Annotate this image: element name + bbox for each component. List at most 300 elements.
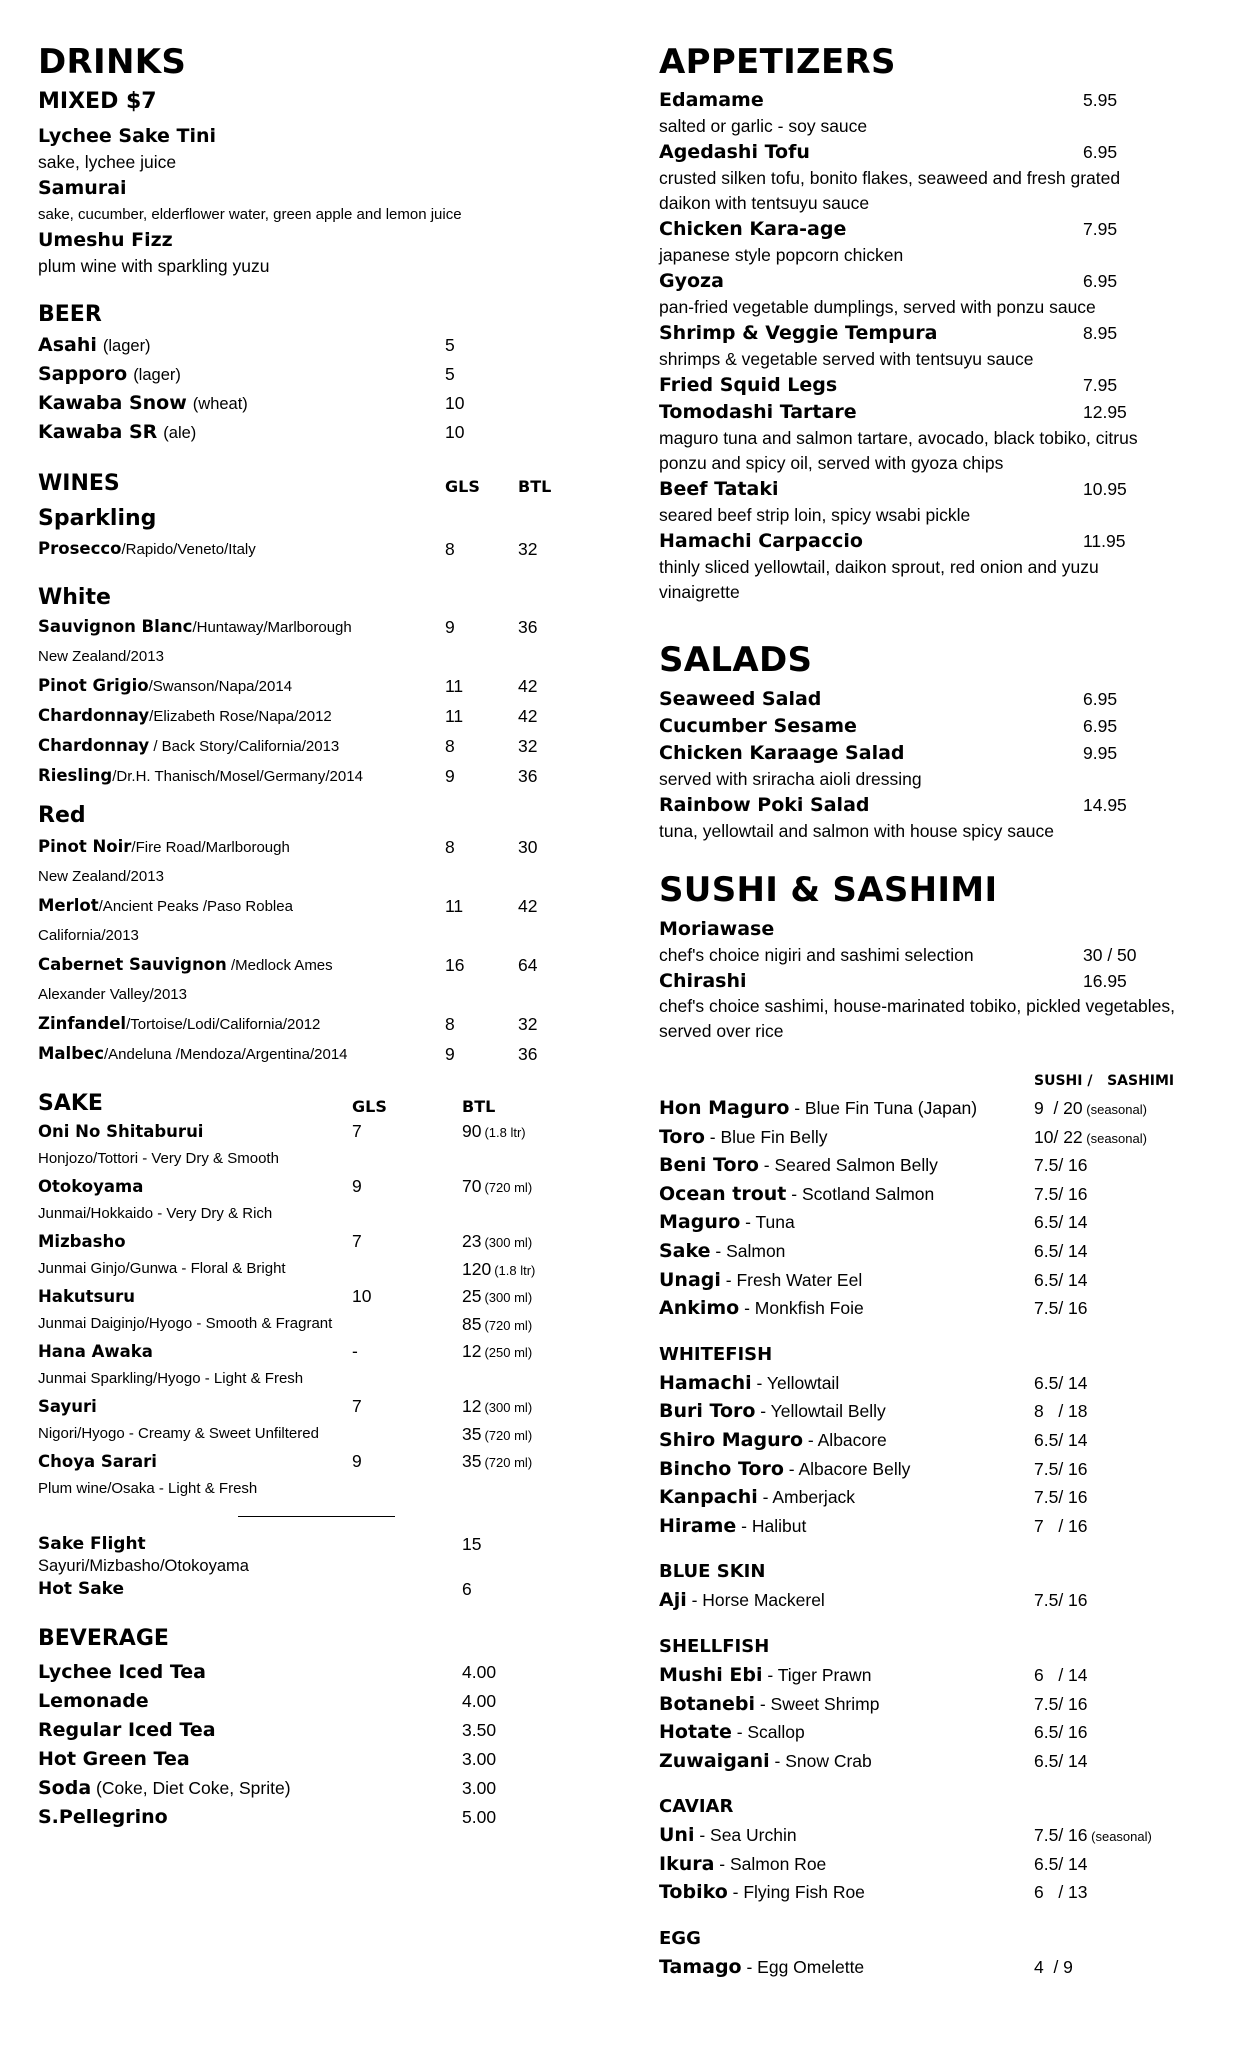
beverage-item xyxy=(38,1803,578,1832)
sushi-price: 7.5/ 16 xyxy=(1034,1183,1088,1204)
sake-btl: 70 xyxy=(462,1176,482,1196)
beverage-heading: BEVERAGE xyxy=(38,1626,169,1651)
wine-row xyxy=(38,701,578,731)
sushi-group xyxy=(659,1925,1219,1982)
sake-btl-size: (1.8 ltr) xyxy=(484,1125,526,1140)
sake-desc: Junmai/Hokkaido - Very Dry & Rich xyxy=(38,1205,273,1222)
wine-btl: 42 xyxy=(518,896,538,916)
wine-detail: /Andeluna /Mendoza/Argentina/2014 xyxy=(104,1046,348,1063)
wine-gls: 8 xyxy=(445,539,455,559)
beer-name: Asahi xyxy=(38,334,97,356)
drink-desc: sake, lychee juice xyxy=(38,152,177,172)
sushi-name: Tobiko xyxy=(659,1881,728,1904)
beverage-price: 5.00 xyxy=(462,1807,497,1827)
sushi-item xyxy=(659,1512,1219,1541)
sushi-price: 7.5/ 16 xyxy=(1034,1825,1088,1846)
sake-btl-size: (300 ml) xyxy=(484,1235,533,1250)
red-heading: Red xyxy=(38,803,86,828)
sushi-group xyxy=(659,1558,1219,1615)
sushi-item xyxy=(659,1690,1219,1719)
sake-flight-name: Sake Flight xyxy=(38,1534,146,1554)
salad-row xyxy=(659,740,1219,767)
sushi-item xyxy=(659,1094,1219,1123)
beverage-item xyxy=(38,1658,578,1687)
sake-gls: 9 xyxy=(352,1176,362,1196)
sushi-price: 7.5/ 16 xyxy=(1034,1487,1088,1508)
sake-desc-row xyxy=(38,1365,578,1393)
sushi-name: Ocean trout xyxy=(659,1182,787,1205)
sushi-group-heading: EGG xyxy=(659,1928,701,1950)
wine-gls: 9 xyxy=(445,766,455,786)
sushi-group-heading: WHITEFISH xyxy=(659,1343,773,1365)
mixed-drinks-list xyxy=(38,123,578,279)
wine-gls: 8 xyxy=(445,837,455,857)
beer-name: Sapporo xyxy=(38,363,128,385)
sushi-price-group xyxy=(1034,1426,1088,1457)
sake-btl2: 35 xyxy=(462,1424,482,1444)
wine-detail: / Back Story/California/2013 xyxy=(149,738,340,755)
sake-desc: Junmai Sparkling/Hyogo - Light & Fresh xyxy=(38,1370,304,1387)
sake-btl: 90 xyxy=(462,1121,482,1141)
wine-detail-2: California/2013 xyxy=(38,927,139,944)
wine-detail-2: New Zealand/2013 xyxy=(38,648,164,665)
sushi-sub: - Snow Crab xyxy=(769,1750,872,1771)
sushi-sub: - Fresh Water Eel xyxy=(720,1269,863,1290)
sake-name: Mizbasho xyxy=(38,1232,126,1251)
sake-btl-group xyxy=(462,1173,532,1201)
moriawase-price: 30 / 50 xyxy=(1083,945,1137,965)
wine-name: Merlot xyxy=(38,896,99,915)
sushi-sub: - Tuna xyxy=(740,1212,795,1233)
beer-item xyxy=(38,360,578,389)
wine-row xyxy=(38,891,578,921)
wine-row xyxy=(38,671,578,701)
sushi-item xyxy=(659,1208,1219,1237)
sake-item xyxy=(38,1393,578,1448)
sushi-sub: - Scallop xyxy=(731,1722,805,1743)
salad xyxy=(659,713,1219,740)
appetizer-name: Gyoza xyxy=(659,270,724,292)
sake-flight xyxy=(38,1532,578,1602)
wine-btl: 36 xyxy=(518,617,538,637)
sushi-sub: - Sweet Shrimp xyxy=(754,1693,880,1714)
white-heading: White xyxy=(38,585,111,610)
appetizer-name: Hamachi Carpaccio xyxy=(659,530,863,552)
sake-btl: 23 xyxy=(462,1231,482,1251)
wine-item xyxy=(38,761,578,791)
sake-flight-desc: Sayuri/Mizbasho/Otokoyama xyxy=(38,1557,249,1575)
sake-btl: 12 xyxy=(462,1396,482,1416)
sake-btl-group xyxy=(462,1393,532,1421)
beer-price: 10 xyxy=(445,393,465,413)
sushi-group-heading: SHELLFISH xyxy=(659,1635,770,1657)
sake-item xyxy=(38,1338,578,1393)
salad-name: Chicken Karaage Salad xyxy=(659,742,905,764)
sushi-groups xyxy=(659,1094,1219,1982)
sushi-name: Hon Maguro xyxy=(659,1097,790,1119)
wine-name: Zinfandel xyxy=(38,1014,127,1033)
sushi-price: 6.5/ 14 xyxy=(1034,1750,1088,1771)
appetizer-desc: daikon with tentsuyu sauce xyxy=(659,193,870,213)
sushi-price: 7.5/ 16 xyxy=(1034,1155,1088,1176)
sake-row xyxy=(38,1118,578,1145)
salads-title: SALADS xyxy=(659,640,813,680)
sushi-name: Zuwaigani xyxy=(659,1749,770,1772)
sushi-name: Shiro Maguro xyxy=(659,1428,804,1451)
sushi-name: Ikura xyxy=(659,1852,715,1875)
sushi-price: 6.5/ 14 xyxy=(1034,1372,1088,1393)
white-wine-list xyxy=(38,612,578,791)
sushi-name: Bincho Toro xyxy=(659,1457,784,1480)
sushi-price-group xyxy=(1034,1953,1073,1984)
beer-item xyxy=(38,389,578,418)
sushi-group xyxy=(659,1633,1219,1775)
sake-name: Hana Awaka xyxy=(38,1342,153,1361)
appetizer-desc: seared beef strip loin, spicy wsabi pickle xyxy=(659,505,971,525)
beverage-item xyxy=(38,1774,578,1803)
wine-btl: 32 xyxy=(518,539,538,559)
wine-item xyxy=(38,891,578,950)
divider xyxy=(238,1516,395,1517)
sushi-price: 8 / 18 xyxy=(1034,1401,1088,1422)
sushi-name: Sake xyxy=(659,1239,711,1262)
appetizer-price: 8.95 xyxy=(1083,323,1118,343)
appetizer-name: Agedashi Tofu xyxy=(659,141,810,163)
sake-btl2-group xyxy=(462,1255,535,1285)
sushi-price-group xyxy=(1034,1208,1088,1239)
sushi-price-group xyxy=(1034,1586,1088,1617)
salad xyxy=(659,740,1219,792)
appetizer-price: 5.95 xyxy=(1083,90,1118,110)
wine-row xyxy=(38,534,578,564)
sushi-item xyxy=(659,1426,1219,1455)
mixed-drink-item xyxy=(38,227,578,279)
appetizer-price: 6.95 xyxy=(1083,271,1118,291)
sushi-name: Botanebi xyxy=(659,1692,755,1715)
wine-row xyxy=(38,832,578,862)
wine-item xyxy=(38,950,578,1009)
sake-desc: Junmai Daiginjo/Hyogo - Smooth & Fragrant xyxy=(38,1315,333,1332)
sake-item xyxy=(38,1283,578,1338)
chirashi-name: Chirashi xyxy=(659,970,747,992)
sushi-price-group xyxy=(1034,1718,1088,1749)
sushi-item xyxy=(659,1747,1219,1776)
appetizer-row xyxy=(659,372,1219,399)
sushi-sub: - Monkfish Foie xyxy=(739,1298,864,1319)
sushi-price: 6.5/ 16 xyxy=(1034,1722,1088,1743)
wine-btl: 42 xyxy=(518,706,538,726)
beverage-price: 3.00 xyxy=(462,1778,497,1798)
sushi-price-group xyxy=(1034,1483,1088,1514)
salad xyxy=(659,686,1219,713)
beverage-price: 4.00 xyxy=(462,1691,497,1711)
sushi-sub: - Flying Fish Roe xyxy=(727,1882,865,1903)
salad-price: 6.95 xyxy=(1083,716,1118,736)
sake-desc-row xyxy=(38,1310,578,1338)
beverage-list xyxy=(38,1658,578,1832)
chirashi-desc-1: chef's choice sashimi, house-marinated tobiko, pickled vegetables, xyxy=(659,996,1175,1016)
appetizer xyxy=(659,216,1219,268)
wine-detail: /Fire Road/Marlborough xyxy=(131,839,290,856)
sushi-price-group xyxy=(1034,1661,1088,1692)
salad-desc: served with sriracha aioli dressing xyxy=(659,769,922,789)
sushi-sub: - Seared Salmon Belly xyxy=(758,1155,938,1176)
appetizer-desc: shrimps & vegetable served with tentsuyu sauce xyxy=(659,349,1034,369)
hot-sake-name: Hot Sake xyxy=(38,1579,125,1599)
appetizer xyxy=(659,399,1219,476)
wine-btl: 36 xyxy=(518,1044,538,1064)
sake-row xyxy=(38,1393,578,1420)
beer-name: Kawaba SR xyxy=(38,421,158,443)
sushi-price: 7.5/ 16 xyxy=(1034,1298,1088,1319)
red-wine-list xyxy=(38,832,578,1069)
wine-row xyxy=(38,761,578,791)
sushi-sub: - Salmon xyxy=(710,1240,786,1261)
mixed-drink-item xyxy=(38,175,578,227)
sake-item xyxy=(38,1173,578,1228)
sushi-sub: - Blue Fin Tuna (Japan) xyxy=(789,1098,978,1118)
sushi-group-heading: BLUE SKIN xyxy=(659,1561,766,1583)
beer-list xyxy=(38,331,578,447)
wine-item xyxy=(38,534,578,564)
sparkling-wine-list xyxy=(38,534,578,564)
sushi-group xyxy=(659,1793,1219,1907)
sushi-price-group xyxy=(1034,1397,1088,1428)
sake-item xyxy=(38,1118,578,1173)
sake-row xyxy=(38,1448,578,1475)
appetizer-desc: japanese style popcorn chicken xyxy=(659,245,904,265)
beer-item xyxy=(38,331,578,360)
wine-gls: 8 xyxy=(445,1014,455,1034)
wine-name: Chardonnay xyxy=(38,736,150,755)
sushi-item xyxy=(659,1237,1219,1266)
sushi-sub: - Horse Mackerel xyxy=(686,1590,825,1611)
sake-btl-size: (300 ml) xyxy=(484,1290,533,1305)
sushi-sub: - Salmon Roe xyxy=(714,1853,827,1874)
appetizer-row xyxy=(659,139,1219,166)
drink-name: Umeshu Fizz xyxy=(38,229,173,251)
sushi-name: Maguro xyxy=(659,1211,741,1234)
salad-row xyxy=(659,792,1219,819)
wine-detail: /Swanson/Napa/2014 xyxy=(148,678,293,695)
beverage-name: Regular Iced Tea xyxy=(38,1719,216,1741)
sushi-sub: - Tiger Prawn xyxy=(762,1664,872,1685)
sushi-sub: - Blue Fin Belly xyxy=(704,1126,828,1147)
wine-name: Prosecco xyxy=(38,539,122,558)
sushi-note: (seasonal) xyxy=(1082,1102,1147,1117)
sake-btl2-group xyxy=(462,1420,532,1450)
wine-gls: 9 xyxy=(445,617,455,637)
sake-btl2-size: (720 ml) xyxy=(484,1428,533,1443)
salad-name: Seaweed Salad xyxy=(659,688,822,710)
sushi-price: 4 / 9 xyxy=(1034,1957,1073,1978)
wine-gls: 16 xyxy=(445,955,465,975)
appetizer-desc: pan-fried vegetable dumplings, served with ponzu sauce xyxy=(659,297,1096,317)
appetizer-price: 7.95 xyxy=(1083,219,1118,239)
moriawase-item xyxy=(659,916,1219,968)
wine-name: Malbec xyxy=(38,1044,104,1063)
beverage-name: S.Pellegrino xyxy=(38,1806,168,1828)
sushi-note: (seasonal) xyxy=(1087,1829,1152,1845)
appetizers-title: APPETIZERS xyxy=(659,42,896,82)
salad-name: Rainbow Poki Salad xyxy=(659,794,870,816)
appetizer-row xyxy=(659,268,1219,295)
salad xyxy=(659,792,1219,844)
wine-gls: 8 xyxy=(445,736,455,756)
sushi-item xyxy=(659,1369,1219,1398)
appetizer-row xyxy=(659,216,1219,243)
wine-item xyxy=(38,701,578,731)
sushi-price-group xyxy=(1034,1821,1152,1852)
wine-btl: 42 xyxy=(518,676,538,696)
sushi-name: Uni xyxy=(659,1824,695,1847)
sake-btl2-size: (1.8 ltr) xyxy=(494,1263,536,1278)
sushi-price-group xyxy=(1034,1180,1088,1211)
drink-desc: sake, cucumber, elderflower water, green apple and lemon juice xyxy=(38,206,462,223)
appetizers-list xyxy=(659,87,1219,605)
beer-name: Kawaba Snow xyxy=(38,392,187,414)
appetizer-row xyxy=(659,528,1219,555)
appetizer-desc: vinaigrette xyxy=(659,582,740,602)
beverage-name: Lychee Iced Tea xyxy=(38,1661,206,1683)
wine-name: Chardonnay xyxy=(38,706,150,725)
wine-detail: /Dr.H. Thanisch/Mosel/Germany/2014 xyxy=(112,768,363,785)
appetizer-name: Shrimp & Veggie Tempura xyxy=(659,322,938,344)
sake-btl-size: (720 ml) xyxy=(484,1455,533,1470)
sushi-price: 6.5/ 14 xyxy=(1034,1853,1088,1874)
appetizer-desc: salted or garlic - soy sauce xyxy=(659,116,868,136)
sake-btl2: 85 xyxy=(462,1314,482,1334)
sake-desc: Plum wine/Osaka - Light & Fresh xyxy=(38,1480,258,1497)
appetizer xyxy=(659,268,1219,320)
sushi-name: Hirame xyxy=(659,1514,737,1537)
wine-detail: /Tortoise/Lodi/California/2012 xyxy=(126,1016,321,1033)
beverage-price: 4.00 xyxy=(462,1662,497,1682)
chirashi-price: 16.95 xyxy=(1083,971,1127,991)
mixed-heading: MIXED $7 xyxy=(38,89,157,114)
wine-gls: 9 xyxy=(445,1044,455,1064)
moriawase-name: Moriawase xyxy=(659,918,775,940)
sake-btl: 25 xyxy=(462,1286,482,1306)
sushi-sub: - Yellowtail xyxy=(751,1372,840,1393)
sushi-price: 6.5/ 14 xyxy=(1034,1429,1088,1450)
beverage-item xyxy=(38,1716,578,1745)
beer-style: (ale) xyxy=(163,424,197,442)
sushi-item xyxy=(659,1151,1219,1180)
sake-flight-price: 15 xyxy=(462,1534,482,1554)
sushi-note: (seasonal) xyxy=(1082,1130,1147,1146)
sushi-name: Buri Toro xyxy=(659,1400,756,1423)
sushi-sub: - Amberjack xyxy=(757,1487,856,1508)
mixed-drink-item xyxy=(38,123,578,175)
sushi-price: 6 / 13 xyxy=(1034,1882,1088,1903)
drink-name: Samurai xyxy=(38,177,127,199)
sushi-price-group xyxy=(1034,1369,1088,1400)
beverage-name: Soda xyxy=(38,1777,92,1799)
sake-btl2-size: (720 ml) xyxy=(484,1318,533,1333)
wine-gls: 11 xyxy=(445,676,464,696)
wine-name: Cabernet Sauvignon xyxy=(38,955,227,974)
sake-btl2: 120 xyxy=(462,1259,492,1279)
sushi-item xyxy=(659,1850,1219,1879)
sake-gls: 10 xyxy=(352,1286,372,1306)
sake-gls: 9 xyxy=(352,1451,362,1471)
drinks-title: DRINKS xyxy=(38,42,187,82)
sushi-sub: - Albacore xyxy=(803,1429,887,1450)
beer-price: 10 xyxy=(445,422,465,442)
wine-name: Pinot Noir xyxy=(38,837,132,856)
salad-name: Cucumber Sesame xyxy=(659,715,857,737)
sushi-group-heading: CAVIAR xyxy=(659,1796,734,1818)
wine-item xyxy=(38,1039,578,1069)
sushi-name: Hamachi xyxy=(659,1371,752,1394)
wine-btl: 36 xyxy=(518,766,538,786)
appetizer-desc: maguro tuna and salmon tartare, avocado, black tobiko, citrus xyxy=(659,428,1138,448)
beer-style: (lager) xyxy=(133,366,181,384)
wine-detail-2: Alexander Valley/2013 xyxy=(38,986,187,1003)
appetizer xyxy=(659,372,1219,399)
appetizer-price: 7.95 xyxy=(1083,375,1118,395)
beverage-item xyxy=(38,1687,578,1716)
sushi-name: Ankimo xyxy=(659,1297,740,1320)
wine-item xyxy=(38,731,578,761)
appetizer xyxy=(659,476,1219,528)
beer-item xyxy=(38,418,578,447)
hot-sake-price: 6 xyxy=(462,1579,472,1599)
wines-btl-label: BTL xyxy=(518,477,552,496)
appetizer-row xyxy=(659,476,1219,503)
sake-btl-group xyxy=(462,1338,532,1366)
sake-btl2-group xyxy=(462,1310,532,1340)
sushi-name: Hotate xyxy=(659,1721,732,1744)
sushi-item xyxy=(659,1294,1219,1323)
sake-name: Hakutsuru xyxy=(38,1287,136,1306)
sushi-price-group xyxy=(1034,1266,1088,1297)
sake-name: Otokoyama xyxy=(38,1177,144,1196)
appetizer-row xyxy=(659,320,1219,347)
sake-btl-group xyxy=(462,1448,532,1476)
drink-name: Lychee Sake Tini xyxy=(38,125,217,147)
sake-gls: - xyxy=(352,1341,358,1361)
moriawase-desc: chef's choice nigiri and sashimi selection xyxy=(659,945,974,965)
sushi-price-group xyxy=(1034,1850,1088,1881)
sushi-group xyxy=(659,1094,1219,1323)
wine-item xyxy=(38,1009,578,1039)
beer-heading: BEER xyxy=(38,302,102,327)
sushi-price: 7 / 16 xyxy=(1034,1515,1088,1536)
sake-heading: SAKE xyxy=(38,1091,103,1116)
sushi-sub: - Halibut xyxy=(736,1515,807,1536)
sushi-group xyxy=(659,1341,1219,1541)
wine-detail: /Rapido/Veneto/Italy xyxy=(121,541,256,558)
sake-list xyxy=(38,1118,578,1503)
salad-desc: tuna, yellowtail and salmon with house spicy sauce xyxy=(659,821,1054,841)
appetizer xyxy=(659,87,1219,139)
sushi-price-group xyxy=(1034,1094,1147,1125)
sushi-price-group xyxy=(1034,1237,1088,1268)
sushi-price-group xyxy=(1034,1294,1088,1325)
sushi-price-group xyxy=(1034,1512,1088,1543)
sake-btl: 12 xyxy=(462,1341,482,1361)
sushi-name: Mushi Ebi xyxy=(659,1663,763,1686)
sushi-sashimi-header: SUSHI / SASHIMI xyxy=(1034,1073,1175,1089)
sake-desc-row xyxy=(38,1200,578,1228)
beverage-price: 3.50 xyxy=(462,1720,497,1740)
sushi-sub: - Sea Urchin xyxy=(694,1825,797,1846)
sushi-name: Tamago xyxy=(659,1956,742,1979)
wine-item xyxy=(38,671,578,701)
wine-gls: 11 xyxy=(445,896,464,916)
